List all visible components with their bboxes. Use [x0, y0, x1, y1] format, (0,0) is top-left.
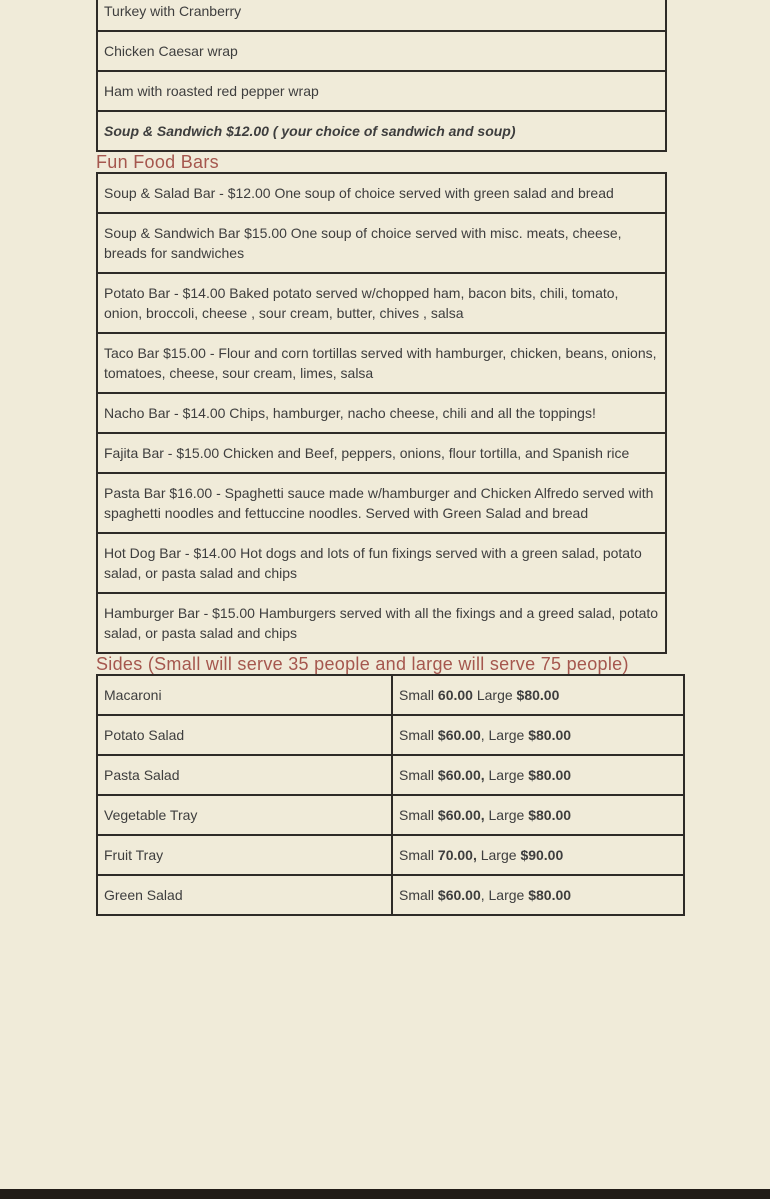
menu-item-text: Potato Bar - $14.00 Baked potato served w/chopped ham, bacon bits, chili, tomato, onion, broccoli, cheese , sour cream, butter, chives , salsa — [97, 273, 666, 333]
table-row — [97, 273, 666, 333]
side-price: Small $60.00, Large $80.00 — [392, 795, 684, 835]
fun-food-bars-table — [96, 172, 667, 654]
menu-item-text: Hamburger Bar - $15.00 Hamburgers served with all the fixings and a greed salad, potato salad, or pasta salad and chips — [97, 593, 666, 653]
menu-item-text: Hot Dog Bar - $14.00 Hot dogs and lots of fun fixings served with a green salad, potato salad, or pasta salad and chips — [97, 533, 666, 593]
side-price: Small $60.00, Large $80.00 — [392, 875, 684, 915]
table-row — [97, 173, 666, 213]
table-row — [97, 433, 666, 473]
table-row — [97, 675, 684, 715]
table-row — [97, 393, 666, 433]
menu-item-text: Ham with roasted red pepper wrap — [97, 71, 666, 111]
sides-table — [96, 674, 685, 916]
table-row — [97, 333, 666, 393]
sides-heading: Sides (Small will serve 35 people and large will serve 75 people) — [96, 654, 629, 674]
side-name: Fruit Tray — [97, 835, 392, 875]
side-price: Small $60.00, Large $80.00 — [392, 755, 684, 795]
menu-item-text: Soup & Sandwich $12.00 ( your choice of sandwich and soup) — [97, 111, 666, 151]
menu-item-text: Chicken Caesar wrap — [97, 31, 666, 71]
side-name: Green Salad — [97, 875, 392, 915]
table-row — [97, 593, 666, 653]
side-name: Pasta Salad — [97, 755, 392, 795]
table-row — [97, 715, 684, 755]
table-row — [97, 533, 666, 593]
table-row — [97, 835, 684, 875]
table-row — [97, 0, 666, 31]
side-price: Small $60.00, Large $80.00 — [392, 715, 684, 755]
menu-item-text: Pasta Bar $16.00 - Spaghetti sauce made w/hamburger and Chicken Alfredo served with spaghetti noodles and fettuccine noodles. Served with Green Salad and bread — [97, 473, 666, 533]
sandwich-table-wrap — [96, 0, 667, 152]
menu-item-text: Nacho Bar - $14.00 Chips, hamburger, nacho cheese, chili and all the toppings! — [97, 393, 666, 433]
menu-item-text: Turkey with Cranberry — [97, 0, 666, 31]
side-name: Macaroni — [97, 675, 392, 715]
menu-content — [96, 0, 667, 916]
table-row — [97, 473, 666, 533]
side-price: Small 70.00, Large $90.00 — [392, 835, 684, 875]
table-row — [97, 111, 666, 151]
table-row — [97, 213, 666, 273]
table-row — [97, 875, 684, 915]
table-row — [97, 755, 684, 795]
side-name: Potato Salad — [97, 715, 392, 755]
table-row — [97, 31, 666, 71]
fun-food-bars-heading: Fun Food Bars — [96, 152, 219, 172]
menu-item-text: Taco Bar $15.00 - Flour and corn tortillas served with hamburger, chicken, beans, onions, tomatoes, cheese, sour cream, limes, salsa — [97, 333, 666, 393]
menu-item-text: Soup & Sandwich Bar $15.00 One soup of choice served with misc. meats, cheese, breads for sandwiches — [97, 213, 666, 273]
menu-item-text: Soup & Salad Bar - $12.00 One soup of choice served with green salad and bread — [97, 173, 666, 213]
table-row — [97, 795, 684, 835]
sandwich-table — [96, 0, 667, 152]
side-name: Vegetable Tray — [97, 795, 392, 835]
menu-item-text: Fajita Bar - $15.00 Chicken and Beef, peppers, onions, flour tortilla, and Spanish rice — [97, 433, 666, 473]
side-price: Small 60.00 Large $80.00 — [392, 675, 684, 715]
table-row — [97, 71, 666, 111]
page-footer — [0, 1189, 770, 1199]
